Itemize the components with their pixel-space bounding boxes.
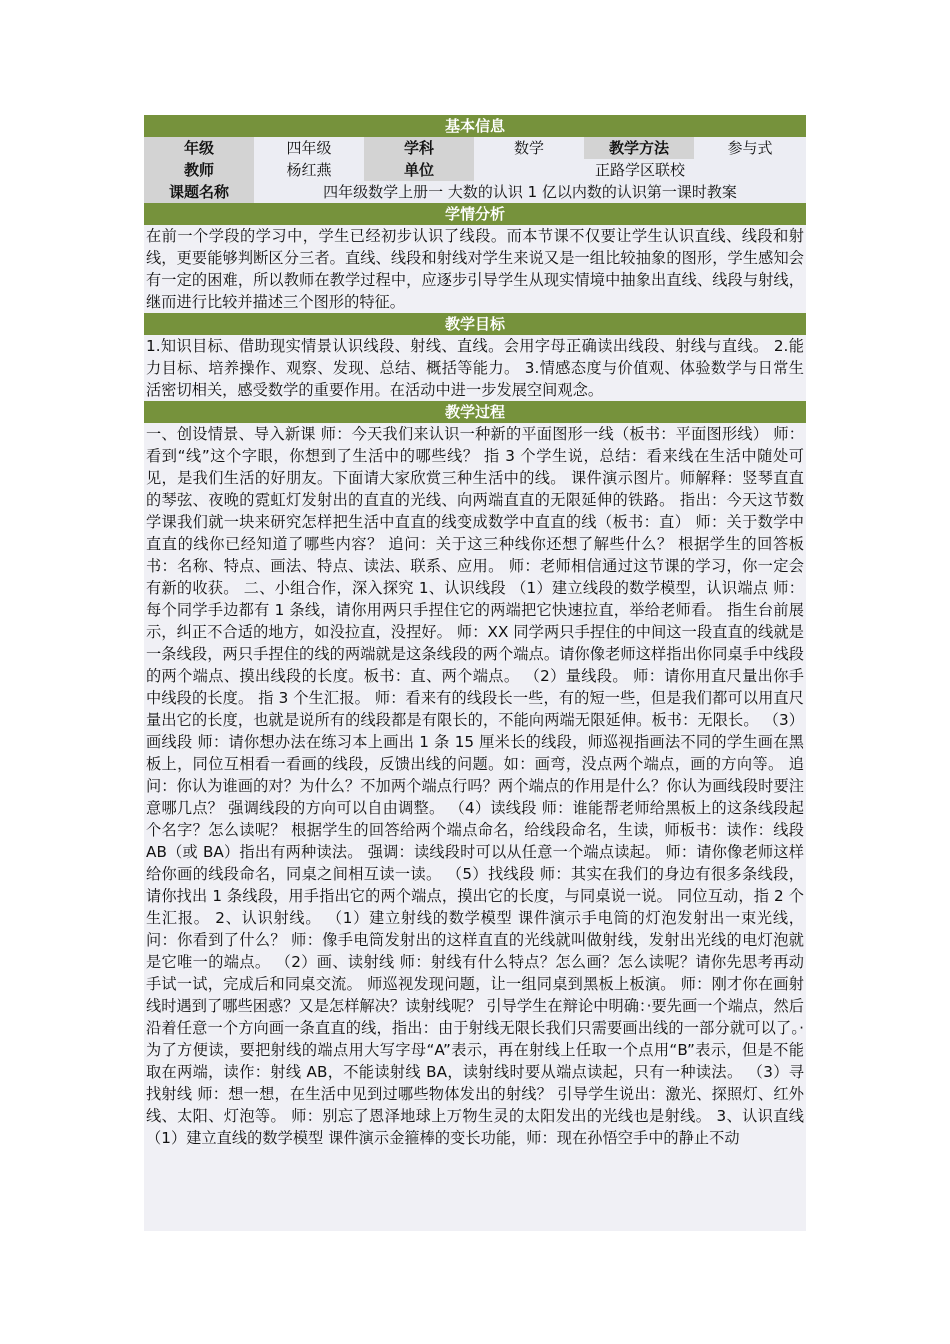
method-value: 参与式 — [694, 137, 806, 159]
teacher-label: 教师 — [144, 159, 254, 181]
lesson-plan-document — [144, 115, 806, 1231]
section-header-goals: 教学目标 — [144, 313, 806, 335]
subject-value: 数学 — [474, 137, 584, 159]
info-row-1 — [144, 137, 806, 159]
section-header-process: 教学过程 — [144, 401, 806, 423]
info-row-3 — [144, 181, 806, 203]
lesson-value: 四年级数学上册一 大数的认识 1 亿以内数的认识第一课时教案 — [254, 181, 806, 203]
lesson-label: 课题名称 — [144, 181, 254, 203]
subject-label: 学科 — [364, 137, 474, 159]
unit-label: 单位 — [364, 159, 474, 181]
unit-value: 正路学区联校 — [474, 159, 806, 181]
section-header-basic-info: 基本信息 — [144, 115, 806, 137]
section-header-analysis: 学情分析 — [144, 203, 806, 225]
process-text: 一、创设情景、导入新课 师：今天我们来认识一种新的平面图形一线（板书：平面图形线） 师：看到“线”这个字眼，你想到了生活中的哪些线？ 指 3 个学生说，总结：看来线在生活中随处可见，是我们生活的好朋友。下面请大家欣赏三种生活中的线。 课件演示图片。师解释：竖琴直直的琴弦、夜晚的霓虹灯发射出的直直的光线、向两端直直的无限延伸的铁路。 指出：今天这节数学课我们就一块来研究怎样把生活中直直的线变成数学中直直的线（板书：直） 师：关于数学中直直的线你已经知道了哪些内容？ 追问：关于这三种线你还想了解些什么？ 根据学生的回答板书：名称、特点、画法、特点、读法、联系、应用。 师：老师相信通过这节课的学习，你一定会有新的收获。 二、小组合作，深入探究 1、认识线段 （1）建立线段的数学模型，认识端点 师：每个同学手边都有 1 条线，请你用两只手捏住它的两端把它快速拉直，举给老师看。 指生台前展示，纠正不合适的地方，如没拉直，没捏好。 师：XX 同学两只手捏住的中间这一段直直的线就是一条线段，两只手捏住的线的两端就是这条线段的两个端点。请你像老师这样指出你同桌手中线段的两个端点、摸出线段的长度。板书：直、两个端点。 （2）量线段。 师：请你用直尺量出你手中线段的长度。 指 3 个生汇报。 师：看来有的线段长一些，有的短一些，但是我们都可以用直尺量出它的长度，也就是说所有的线段都是有限长的，不能向两端无限延伸。板书：无限长。 （3）画线段 师：请你想办法在练习本上画出 1 条 15 厘米长的线段，师巡视指画法不同的学生画在黑板上，同位互相看一看画的线段，反馈出线的问题。如：画弯，没点两个端点，画的方向等。 追问：你认为谁画的对？为什么？不加两个端点行吗？两个端点的作用是什么？你认为画线段时要注意哪几点？ 强调线段的方向可以自由调整。 （4）读线段 师：谁能帮老师给黑板上的这条线段起个名字？怎么读呢？ 根据学生的回答给两个端点命名，给线段命名，生读，师板书：读作：线段 AB（或 BA）指出有两种读法。 强调：读线段时可以从任意一个端点读起。 师：请你像老师这样给你画的线段命名，同桌之间相互读一读。 （5）找线段 师：其实在我们的身边有很多条线段，请你找出 1 条线段，用手指出它的两个端点，摸出它的长度，与同桌说一说。 同位互动，指 2 个生汇报。 2、认识射线。 （1）建立射线的数学模型 课件演示手电筒的灯泡发射出一束光线，问：你看到了什么？ 师：像手电筒发射出的这样直直的光线就叫做射线，发射出光线的电灯泡就是它唯一的端点。 （2）画、读射线 师：射线有什么特点？怎么画？怎么读呢？请你先思考再动手试一试，完成后和同桌交流。 师巡视发现问题，让一组同桌到黑板上板演。 师：刚才你在画射线时遇到了哪些困惑？又是怎样解决？读射线呢？ 引导学生在辩论中明确：·要先画一个端点，然后沿着任意一个方向画一条直直的线，指出：由于射线无限长我们只需要画出线的一部分就可以了。·为了方便读，要把射线的端点用大写字母“A”表示，再在射线上任取一个点用“B”表示，但是不能取在两端，读作：射线 AB，不能读射线 BA，读射线时要从端点读起，只有一种读法。 （3）寻找射线 师：想一想，在生活中见到过哪些物体发出的射线？ 引导学生说出：激光、探照灯、红外线、太阳、灯泡等。 师：别忘了恩泽地球上万物生灵的太阳发出的光线也是射线。 3、认识直线 （1）建立直线的数学模型 课件演示金箍棒的变长功能，师：现在孙悟空手中的静止不动 — [144, 423, 806, 1231]
grade-value: 四年级 — [254, 137, 364, 159]
info-row-2 — [144, 159, 806, 181]
teacher-value: 杨红燕 — [254, 159, 364, 181]
goals-text: 1.知识目标、借助现实情景认识线段、射线、直线。会用字母正确读出线段、射线与直线。 2.能力目标、培养操作、观察、发现、总结、概括等能力。 3.情感态度与价值观、体验数学与日常生活密切相关，感受数学的重要作用。在活动中进一步发展空间观念。 — [146, 337, 804, 399]
method-label: 教学方法 — [584, 137, 694, 159]
analysis-text: 在前一个学段的学习中，学生已经初步认识了线段。而本节课不仅要让学生认识直线、线段和射线，更要能够判断区分三者。直线、线段和射线对学生来说又是一组比较抽象的图形，学生感知会有一定的困难，所以教师在教学过程中，应逐步引导学生从现实情境中抽象出直线、线段与射线，继而进行比较并描述三个图形的特征。 — [146, 227, 804, 311]
grade-label: 年级 — [144, 137, 254, 159]
